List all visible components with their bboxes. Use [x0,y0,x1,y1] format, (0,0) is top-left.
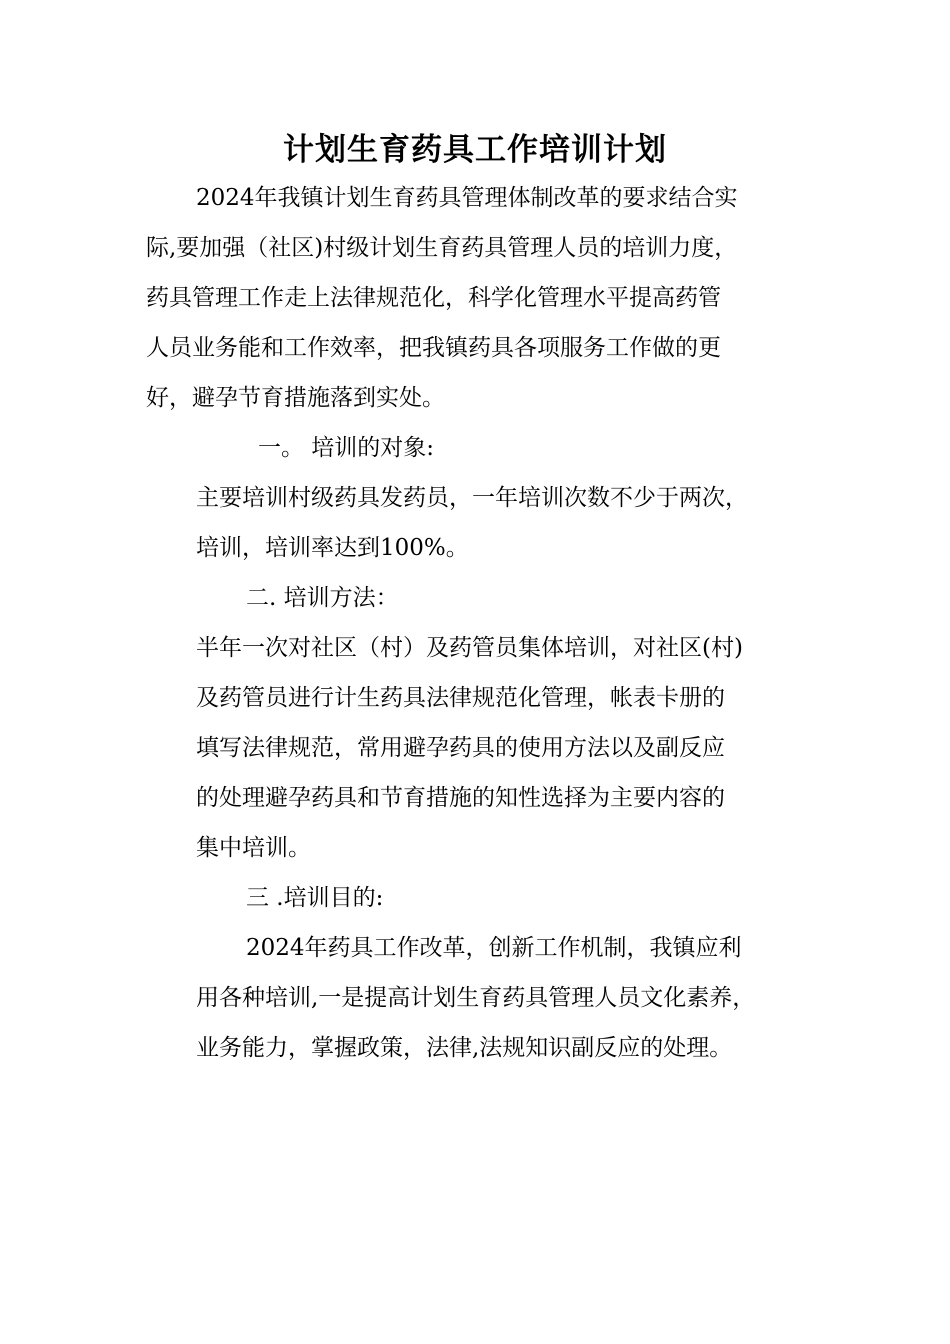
intro-line: 2024年我镇计划生育药具管理体制改革的要求结合实 [196,185,738,211]
section-heading: 一。 培训的对象: [258,435,435,461]
section-line: 主要培训村级药具发药员，一年培训次数不少于两次， [196,485,748,511]
section-line: 2024年药具工作改革，创新工作机制，我镇应利 [246,935,742,961]
intro-line: 人员业务能和工作效率，把我镇药具各项服务工作做的更 [146,335,721,361]
section-line: 业务能力，掌握政策，法律,法规知识副反应的处理。 [196,1035,733,1061]
document-title: 计划生育药具工作培训计划 [283,132,667,168]
section-line: 用各种培训,一是提高计划生育药具管理人员文化素养， [196,985,756,1011]
intro-line: 际,要加强（社区)村级计划生育药具管理人员的培训力度， [146,235,738,261]
section-line: 及药管员进行计生药具法律规范化管理，帐表卡册的 [196,685,725,711]
section-heading: 三 .培训目的: [246,885,384,911]
section-line: 培训，培训率达到100%。 [196,535,469,561]
intro-line: 药具管理工作走上法律规范化，科学化管理水平提高药管 [146,285,721,311]
intro-line: 好，避孕节育措施落到实处。 [146,385,445,411]
section-line: 填写法律规范，常用避孕药具的使用方法以及副反应 [196,735,725,761]
section-heading: 二. 培训方法： [246,585,399,611]
section-line: 的处理避孕药具和节育措施的知性选择为主要内容的 [196,785,725,811]
section-line: 集中培训。 [196,835,311,861]
section-line: 半年一次对社区（村）及药管员集体培训，对社区(村) [196,635,743,661]
